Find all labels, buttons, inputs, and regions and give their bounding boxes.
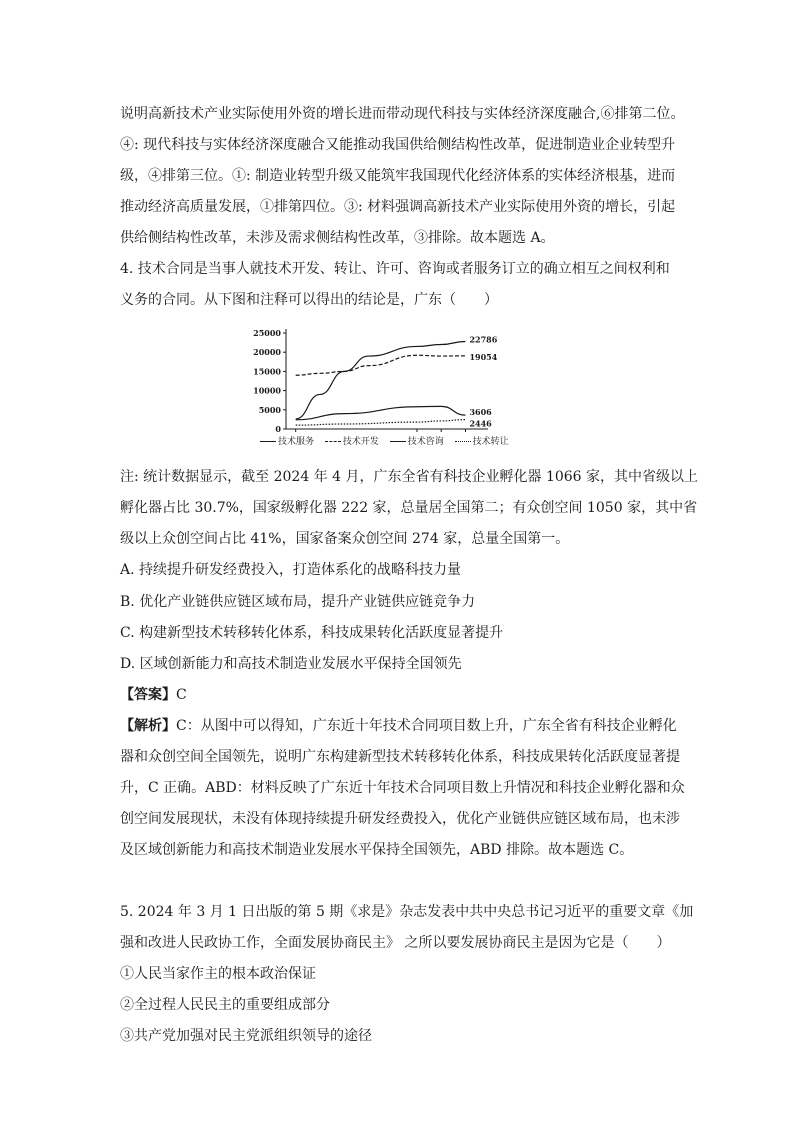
chart-legend <box>260 436 517 448</box>
legend-line-solid <box>390 441 406 442</box>
option-a: A. 持续提升研发经费投入，打造体系化的战略科技力量 <box>120 562 462 578</box>
chart-svg <box>250 322 550 432</box>
analysis-line-1 <box>120 716 677 736</box>
x-tick-label <box>281 431 311 432</box>
analysis-tag: 【解析】 <box>120 718 176 734</box>
question-4-line-2: 义务的合同。从下图和注释可以得出的结论是，广东（ ） <box>120 292 498 308</box>
y-tick-label: 0 <box>275 424 281 432</box>
legend-item-development <box>325 436 379 448</box>
legend-item-service <box>260 436 314 448</box>
tech-contract-line-chart <box>250 322 550 432</box>
y-tick-label: 20000 <box>253 347 281 358</box>
answer-line <box>120 685 187 705</box>
note-line-1: 注: 统计数据显示，截至 2024 年 4 月，广东全省有科技企业孵化器 1066 家，其中省级以上 <box>120 469 699 485</box>
x-tick-label <box>450 431 480 432</box>
series-end-label: 22786 <box>469 334 498 345</box>
analysis-line-2: 器和众创空间全国领先，说明广东构建新型技术转移转化体系，科技成果转化活跃度显著提 <box>120 749 680 765</box>
legend-line-dashed <box>325 441 341 442</box>
y-tick-label: 5000 <box>258 404 281 415</box>
legend-item-consulting <box>390 436 444 448</box>
q5-option-3: ③共产党加强对民主党派组织领导的途径 <box>120 1028 372 1044</box>
question-5-line-1: 5. 2024 年 3 月 1 日出版的第 5 期《求是》杂志发表中共中央总书记习近平的重要文章《加 <box>120 904 694 920</box>
text-line-5: 供给侧结构性改革，未涉及需求侧结构性改革，③排除。故本题选 A。 <box>120 230 555 246</box>
analysis-line-3: 升，C 正确。ABD：材料反映了广东近十年技术合同项目数上升情况和科技企业孵化器和众 <box>120 780 685 796</box>
answer-tag: 【答案】 <box>120 687 176 703</box>
option-c: C. 构建新型技术转移转化体系，科技成果转化活跃度显著提升 <box>120 625 504 641</box>
option-b: B. 优化产业链供应链区域布局，提升产业链供应链竞争力 <box>120 594 476 610</box>
analysis-text: C：从图中可以得知，广东近十年技术合同项目数上升，广东全省有科技企业孵化 <box>176 718 677 734</box>
answer-value: C <box>176 687 187 703</box>
series-end-label: 2446 <box>469 418 492 429</box>
q5-option-2: ②全过程人民民主的重要组成部分 <box>120 997 330 1013</box>
text-line-2: ④: 现代科技与实体经济深度融合又能推动我国供给侧结构性改革，促进制造业企业转型升 <box>120 137 676 153</box>
legend-label: 技术服务 <box>278 437 315 447</box>
y-tick-label: 10000 <box>253 385 281 396</box>
legend-label: 技术开发 <box>342 437 379 447</box>
text-line-4: 推动经济高质量发展，①排第四位。③: 材料强调高新技术产业实际使用外资的增长，引起 <box>120 199 676 215</box>
series-line-3 <box>296 420 466 426</box>
legend-line-dotted <box>455 441 471 442</box>
legend-item-transfer <box>455 436 509 448</box>
legend-label: 技术转让 <box>472 437 509 447</box>
series-line-2 <box>296 406 466 419</box>
option-d: D. 区域创新能力和高技术制造业发展水平保持全国领先 <box>120 656 462 672</box>
y-tick-label: 25000 <box>253 328 281 338</box>
legend-label: 技术咨询 <box>407 437 444 447</box>
question-4-line-1: 4. 技术合同是当事人就技术开发、转让、许可、咨询或者服务订立的确立相互之间权利和 <box>120 261 670 277</box>
series-end-label: 3606 <box>469 407 492 418</box>
series-line-0 <box>296 342 466 420</box>
series-end-label: 19054 <box>469 351 498 362</box>
series-line-1 <box>296 355 466 375</box>
analysis-line-4: 创空间发展现状，未没有体现持续提升研发经费投入，优化产业链供应链区域布局，也未涉 <box>120 811 680 827</box>
q5-option-1: ①人民当家作主的根本政治保证 <box>120 966 316 982</box>
y-tick-label: 15000 <box>253 366 281 377</box>
legend-line-solid <box>260 441 276 442</box>
text-line-3: 级，④排第三位。①: 制造业转型升级又能筑牢我国现代化经济体系的实体经济根基，进而 <box>120 168 676 184</box>
question-5-line-2: 强和改进人民政协工作，全面发展协商民主》 之所以要发展协商民主是因为它是（ ） <box>120 935 671 951</box>
analysis-line-5: 及区域创新能力和高技术制造业发展水平保持全国领先，ABD 排除。故本题选 C。 <box>120 842 634 858</box>
note-line-2: 孵化器占比 30.7%，国家级孵化器 222 家，总量居全国第二；有众创空间 1050 家，其中省 <box>120 500 698 516</box>
text-line-1: 说明高新技术产业实际使用外资的增长进而带动现代科技与实体经济深度融合,⑥排第二位。 <box>120 106 685 122</box>
note-line-3: 级以上众创空间占比 41%，国家备案众创空间 274 家，总量全国第一。 <box>120 531 570 547</box>
